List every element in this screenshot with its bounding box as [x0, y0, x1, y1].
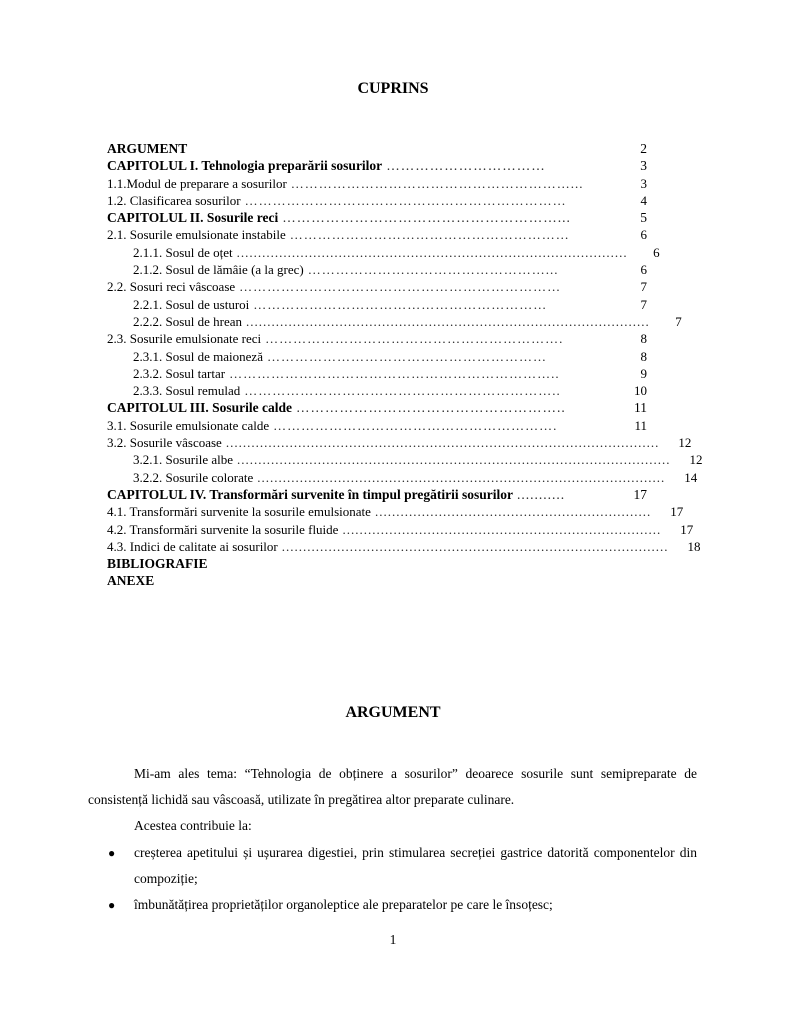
toc-entry [107, 192, 647, 209]
toc-entry-label: CAPITOLUL III. Sosurile calde [107, 400, 293, 416]
toc-leader-dots: ………………………………………………………. [265, 331, 564, 347]
bullet-icon: ● [108, 898, 116, 912]
toc-entry [107, 209, 647, 226]
toc-entry-label: BIBLIOGRAFIE [107, 556, 208, 572]
toc-entry-label: ARGUMENT [107, 141, 188, 156]
toc-page-number: 7 [640, 296, 647, 312]
toc-leader-dots: ……………………………………………... [307, 262, 559, 278]
toc-entry-label: 3.2. Sosurile vâscoase [107, 435, 222, 451]
toc-page-number: 9 [640, 365, 647, 381]
toc-page-number: 17 [670, 504, 684, 520]
toc-entry-label: 3.2.2. Sosurile colorate [133, 469, 254, 485]
toc-entry [107, 399, 647, 416]
toc-page-number: 7 [640, 279, 647, 295]
toc-entry-label: 1.1.Modul de preparare a sosurilor [107, 175, 287, 191]
toc-entry [107, 521, 694, 538]
toc-entry [107, 572, 647, 589]
toc-entry [107, 330, 647, 347]
toc-entry [107, 503, 684, 520]
toc-page-number: 12 [678, 435, 692, 451]
toc-entry-label: ANEXE [107, 573, 155, 589]
toc-page-number: 6 [653, 244, 660, 260]
list-item [88, 840, 697, 892]
toc-entry-label: 2.1. Sosurile emulsionate instabile [107, 227, 286, 243]
argument-bullet-list [88, 840, 697, 918]
toc-leader-dots: …………………………………………………… [289, 227, 570, 243]
argument-title: ARGUMENT [345, 704, 441, 721]
toc-entry [107, 175, 647, 192]
toc-leader-dots: ........... [517, 486, 566, 502]
toc-entry-label: 2.1.1. Sosul de oțet [133, 244, 233, 260]
toc-entry [107, 261, 647, 278]
toc-entry-label: CAPITOLUL IV. Transformări survenite în timpul pregătirii sosurilor [107, 486, 514, 502]
toc-entry-label: 2.2. Sosuri reci vâscoase [107, 279, 236, 295]
toc-page-number: 12 [689, 452, 703, 468]
toc-page-number: 17 [680, 521, 694, 537]
toc-entry [107, 417, 647, 434]
toc-leader-dots: ...................................................................................................... [225, 435, 660, 451]
toc-leader-dots: …………………………………………………… [266, 348, 547, 364]
toc-page-number: 5 [640, 210, 647, 226]
toc-leader-dots: ............................................................................................ [236, 244, 628, 260]
toc-leader-dots: ……………………………………………………… [253, 296, 548, 312]
toc-entry [107, 157, 647, 174]
toc-page-number: 7 [675, 313, 682, 329]
toc-page-number: 17 [633, 486, 647, 502]
toc-leader-dots: …………………………………………………... [282, 210, 571, 226]
toc-entry-label: 2.3.2. Sosul tartar [133, 365, 226, 381]
toc-entry-label: 1.2. Clasificarea sosurilor [107, 192, 241, 208]
toc-leader-dots: ............................................................................................... [246, 313, 650, 329]
toc-entry [107, 348, 647, 365]
toc-entry [107, 469, 698, 486]
toc-entry-label: 2.3.3. Sosul remulad [133, 383, 241, 399]
bullet-text: îmbunătățirea proprietăților organoleptice ale preparatelor pe care le însoțesc; [134, 897, 553, 912]
toc-page-number: 6 [640, 262, 647, 278]
toc-leader-dots: …………………………………………………………… [244, 192, 567, 208]
toc-entry-label: 2.2.2. Sosul de hrean [133, 313, 243, 329]
toc-entry [107, 382, 647, 399]
toc-page-number: 3 [640, 158, 647, 174]
argument-paragraph: Mi-am ales tema: “Tehnologia de obținere a sosurilor” deoarece sosurile sunt semipreparate de consistență lichidă sau vâscoasă, utilizate în pregătirea altor preparate culinare. [88, 766, 697, 807]
toc-leader-dots: ……………………………………………………... [290, 175, 584, 191]
page-number: 1 [389, 932, 397, 947]
bullet-text: creșterea apetitului și ușurarea digestiei, prin stimularea secreției gastrice datorită componentelor din compoziție; [134, 845, 697, 886]
toc-leader-dots: ........................................................................................... [281, 538, 669, 554]
toc-entry-label: 4.1. Transformări survenite la sosurile emulsionate [107, 504, 371, 520]
toc-entry [107, 434, 692, 451]
toc-leader-dots: …………………………… [386, 158, 546, 174]
toc-entry-label: CAPITOLUL I. Tehnologia preparării sosurilor [107, 158, 383, 174]
argument-intro-line: Acestea contribuie la: [134, 818, 252, 833]
toc-entry [107, 296, 647, 313]
toc-page-number: 11 [634, 400, 647, 416]
toc-entry-label: 2.3. Sosurile emulsionate reci [107, 331, 262, 347]
toc-entry-label: CAPITOLUL II. Sosurile reci [107, 210, 279, 226]
toc-leader-dots: ...................................................................................................... [237, 452, 671, 468]
toc-entry-label: 3.1. Sosurile emulsionate calde [107, 417, 270, 433]
toc-entry-label: 2.1.2. Sosul de lămâie (a la grec) [133, 262, 304, 278]
toc-entry-label: 3.2.1. Sosurile albe [133, 452, 234, 468]
toc-entry-label: 2.2.1. Sosul de usturoi [133, 296, 250, 312]
toc-entry [107, 486, 647, 503]
toc-entry [107, 244, 660, 261]
toc-leader-dots: ........................................................................... [342, 521, 662, 537]
toc-entry [107, 278, 647, 295]
toc-page-number: 6 [640, 227, 647, 243]
toc-page-number: 8 [640, 331, 647, 347]
toc-page-number: 14 [684, 469, 698, 485]
toc-entry [107, 140, 647, 157]
toc-entry [107, 365, 647, 382]
toc-leader-dots: ................................................................. [374, 504, 652, 520]
toc-page-number: 8 [640, 348, 647, 364]
toc-entry [107, 451, 703, 468]
toc-entry [107, 313, 682, 330]
toc-page-number: 11 [634, 417, 647, 433]
toc-entry [107, 555, 647, 572]
table-of-contents [107, 140, 703, 590]
list-item [88, 892, 697, 918]
toc-entry [107, 226, 647, 243]
toc-page-number: 3 [640, 175, 647, 191]
toc-entry [107, 538, 701, 555]
toc-page-number: 10 [634, 383, 647, 399]
toc-leader-dots: ………………………………………………………….. [244, 383, 561, 399]
toc-page-number: 4 [640, 192, 647, 208]
bullet-icon: ● [108, 846, 116, 860]
toc-title: CUPRINS [357, 80, 429, 97]
toc-entry-label: 4.3. Indici de calitate ai sosurilor [107, 538, 278, 554]
toc-leader-dots: …………………………………………………………… [239, 279, 562, 295]
toc-leader-dots: …………………………………………………………….. [229, 365, 560, 381]
toc-page-number: 18 [687, 538, 701, 554]
toc-leader-dots: ................................................................................................ [257, 469, 666, 485]
toc-entry-label: 4.2. Transformări survenite la sosurile fluide [107, 521, 339, 537]
toc-page-number: 2 [640, 141, 647, 156]
toc-leader-dots: ……………………………………………………. [273, 417, 558, 433]
toc-leader-dots: ……………………………………………….. [296, 400, 566, 416]
toc-entry-label: 2.3.1. Sosul de maioneză [133, 348, 263, 364]
